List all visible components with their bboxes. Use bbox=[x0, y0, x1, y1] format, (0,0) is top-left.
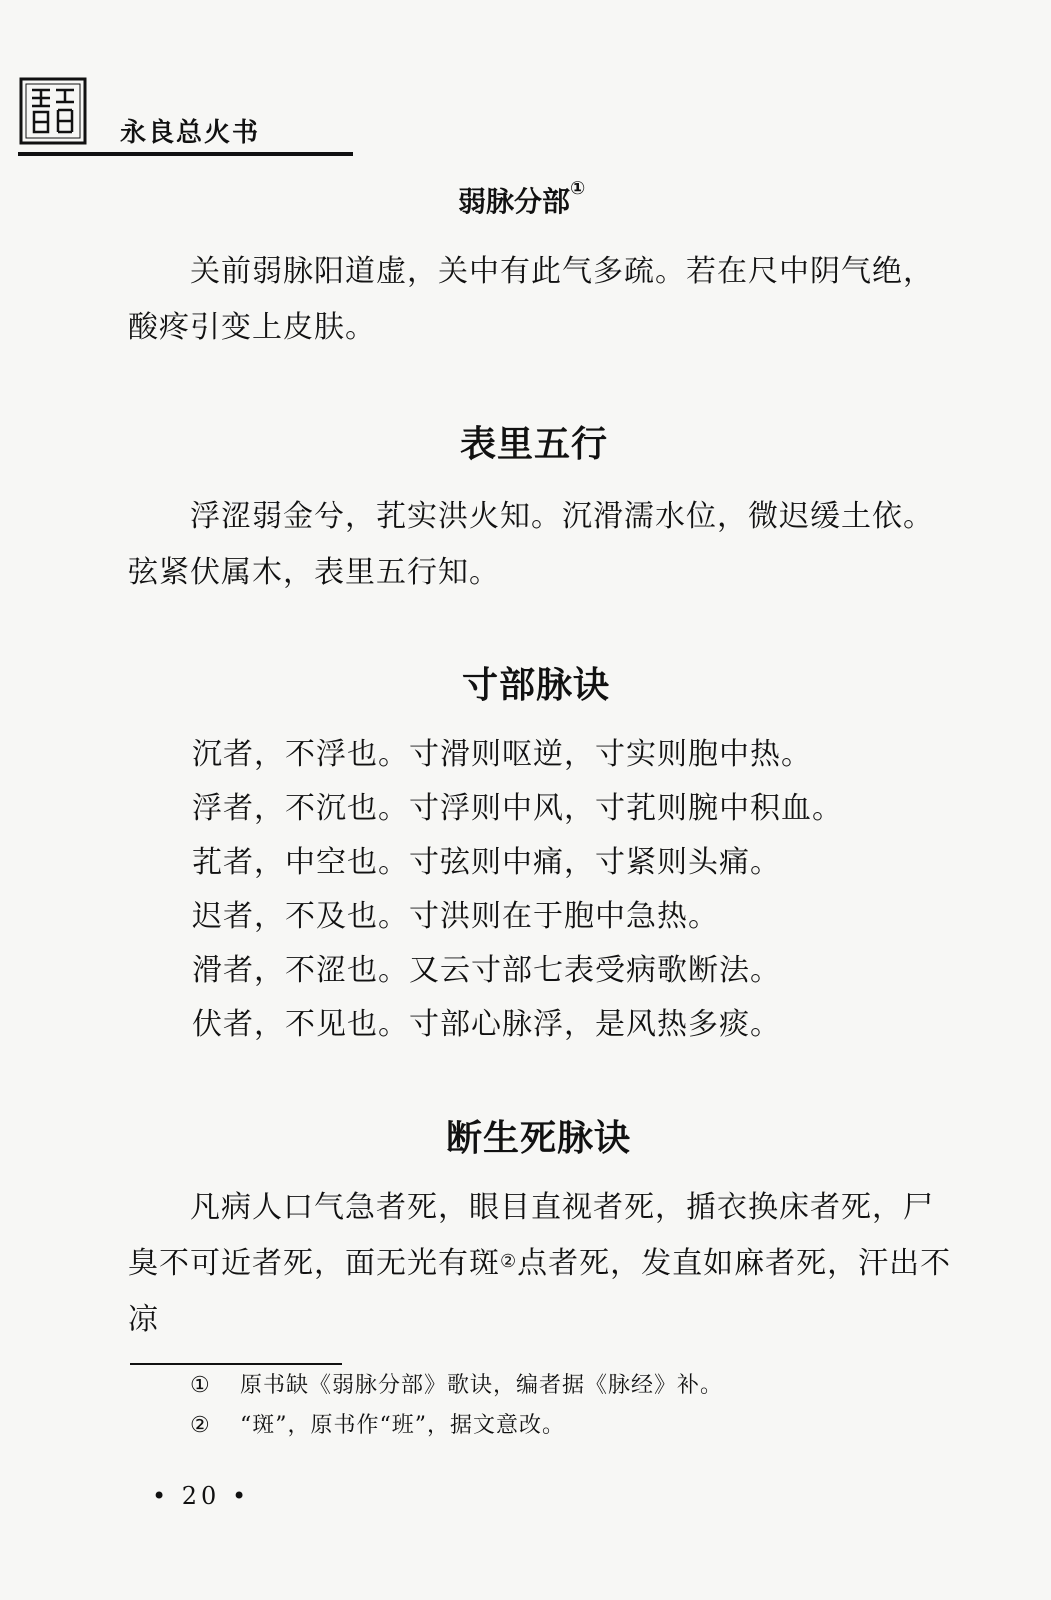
footnote-ref-1: ① bbox=[570, 178, 586, 199]
seal-logo bbox=[18, 76, 88, 146]
verse-line: 芤者，中空也。寸弦则中痛，寸紧则头痛。 bbox=[192, 845, 781, 880]
verse-line: 浮者，不沉也。寸浮则中风，寸芤则腕中积血。 bbox=[192, 791, 843, 826]
section-title-cun-pulse: 寸部脉诀 bbox=[462, 665, 611, 706]
footnote-mark: ② bbox=[190, 1413, 211, 1438]
footnote-text: “斑”，原书作“班”，据文意改。 bbox=[240, 1413, 565, 1438]
section-title-weak-pulse bbox=[458, 180, 585, 220]
verse-line: 伏者，不见也。寸部心脉浮，是风热多痰。 bbox=[192, 1007, 781, 1042]
header-rule bbox=[18, 152, 353, 156]
svg-text:新编: 新编 bbox=[53, 144, 55, 145]
section-title-text: 弱脉分部 bbox=[458, 185, 571, 218]
footnote-rule bbox=[130, 1363, 342, 1365]
verse-line: 沉者，不浮也。寸滑则呕逆，寸实则胞中热。 bbox=[192, 737, 812, 772]
paragraph-text-continued: 点者死，发直如麻者死，汗出不凉 bbox=[128, 1246, 952, 1337]
section-title-five-elements: 表里五行 bbox=[460, 424, 609, 465]
section-title-life-death: 断生死脉诀 bbox=[446, 1118, 632, 1159]
footnote-text: 原书缺《弱脉分部》歌诀，编者据《脉经》补。 bbox=[240, 1373, 724, 1398]
paragraph-weak-pulse: 关前弱脉阳道虚，关中有此气多疏。若在尺中阴气绝，酸疼引变上皮肤。 bbox=[128, 254, 934, 345]
running-title: 永良总火书 bbox=[120, 118, 261, 148]
footnote-2 bbox=[190, 1408, 565, 1439]
footnote-mark: ① bbox=[190, 1373, 211, 1398]
page-number: • 20 • bbox=[152, 1482, 251, 1510]
verse-list bbox=[192, 728, 843, 1052]
paragraph-text: 凡病人口气急者死，眼目直视者死，揗衣换床者死，尸臭不可近者死，面无光有斑 bbox=[128, 1190, 934, 1281]
verse-line: 滑者，不涩也。又云寸部七表受病歌断法。 bbox=[192, 953, 781, 988]
footnote-1 bbox=[190, 1368, 723, 1399]
footnote-ref-2: ② bbox=[500, 1251, 518, 1272]
verse-line: 迟者，不及也。寸洪则在于胞中急热。 bbox=[192, 899, 719, 934]
paragraph-five-elements: 浮涩弱金兮，芤实洪火知。沉滑濡水位，微迟缓土依。弦紧伏属木，表里五行知。 bbox=[128, 499, 934, 590]
paragraph-life-death bbox=[128, 1180, 958, 1348]
